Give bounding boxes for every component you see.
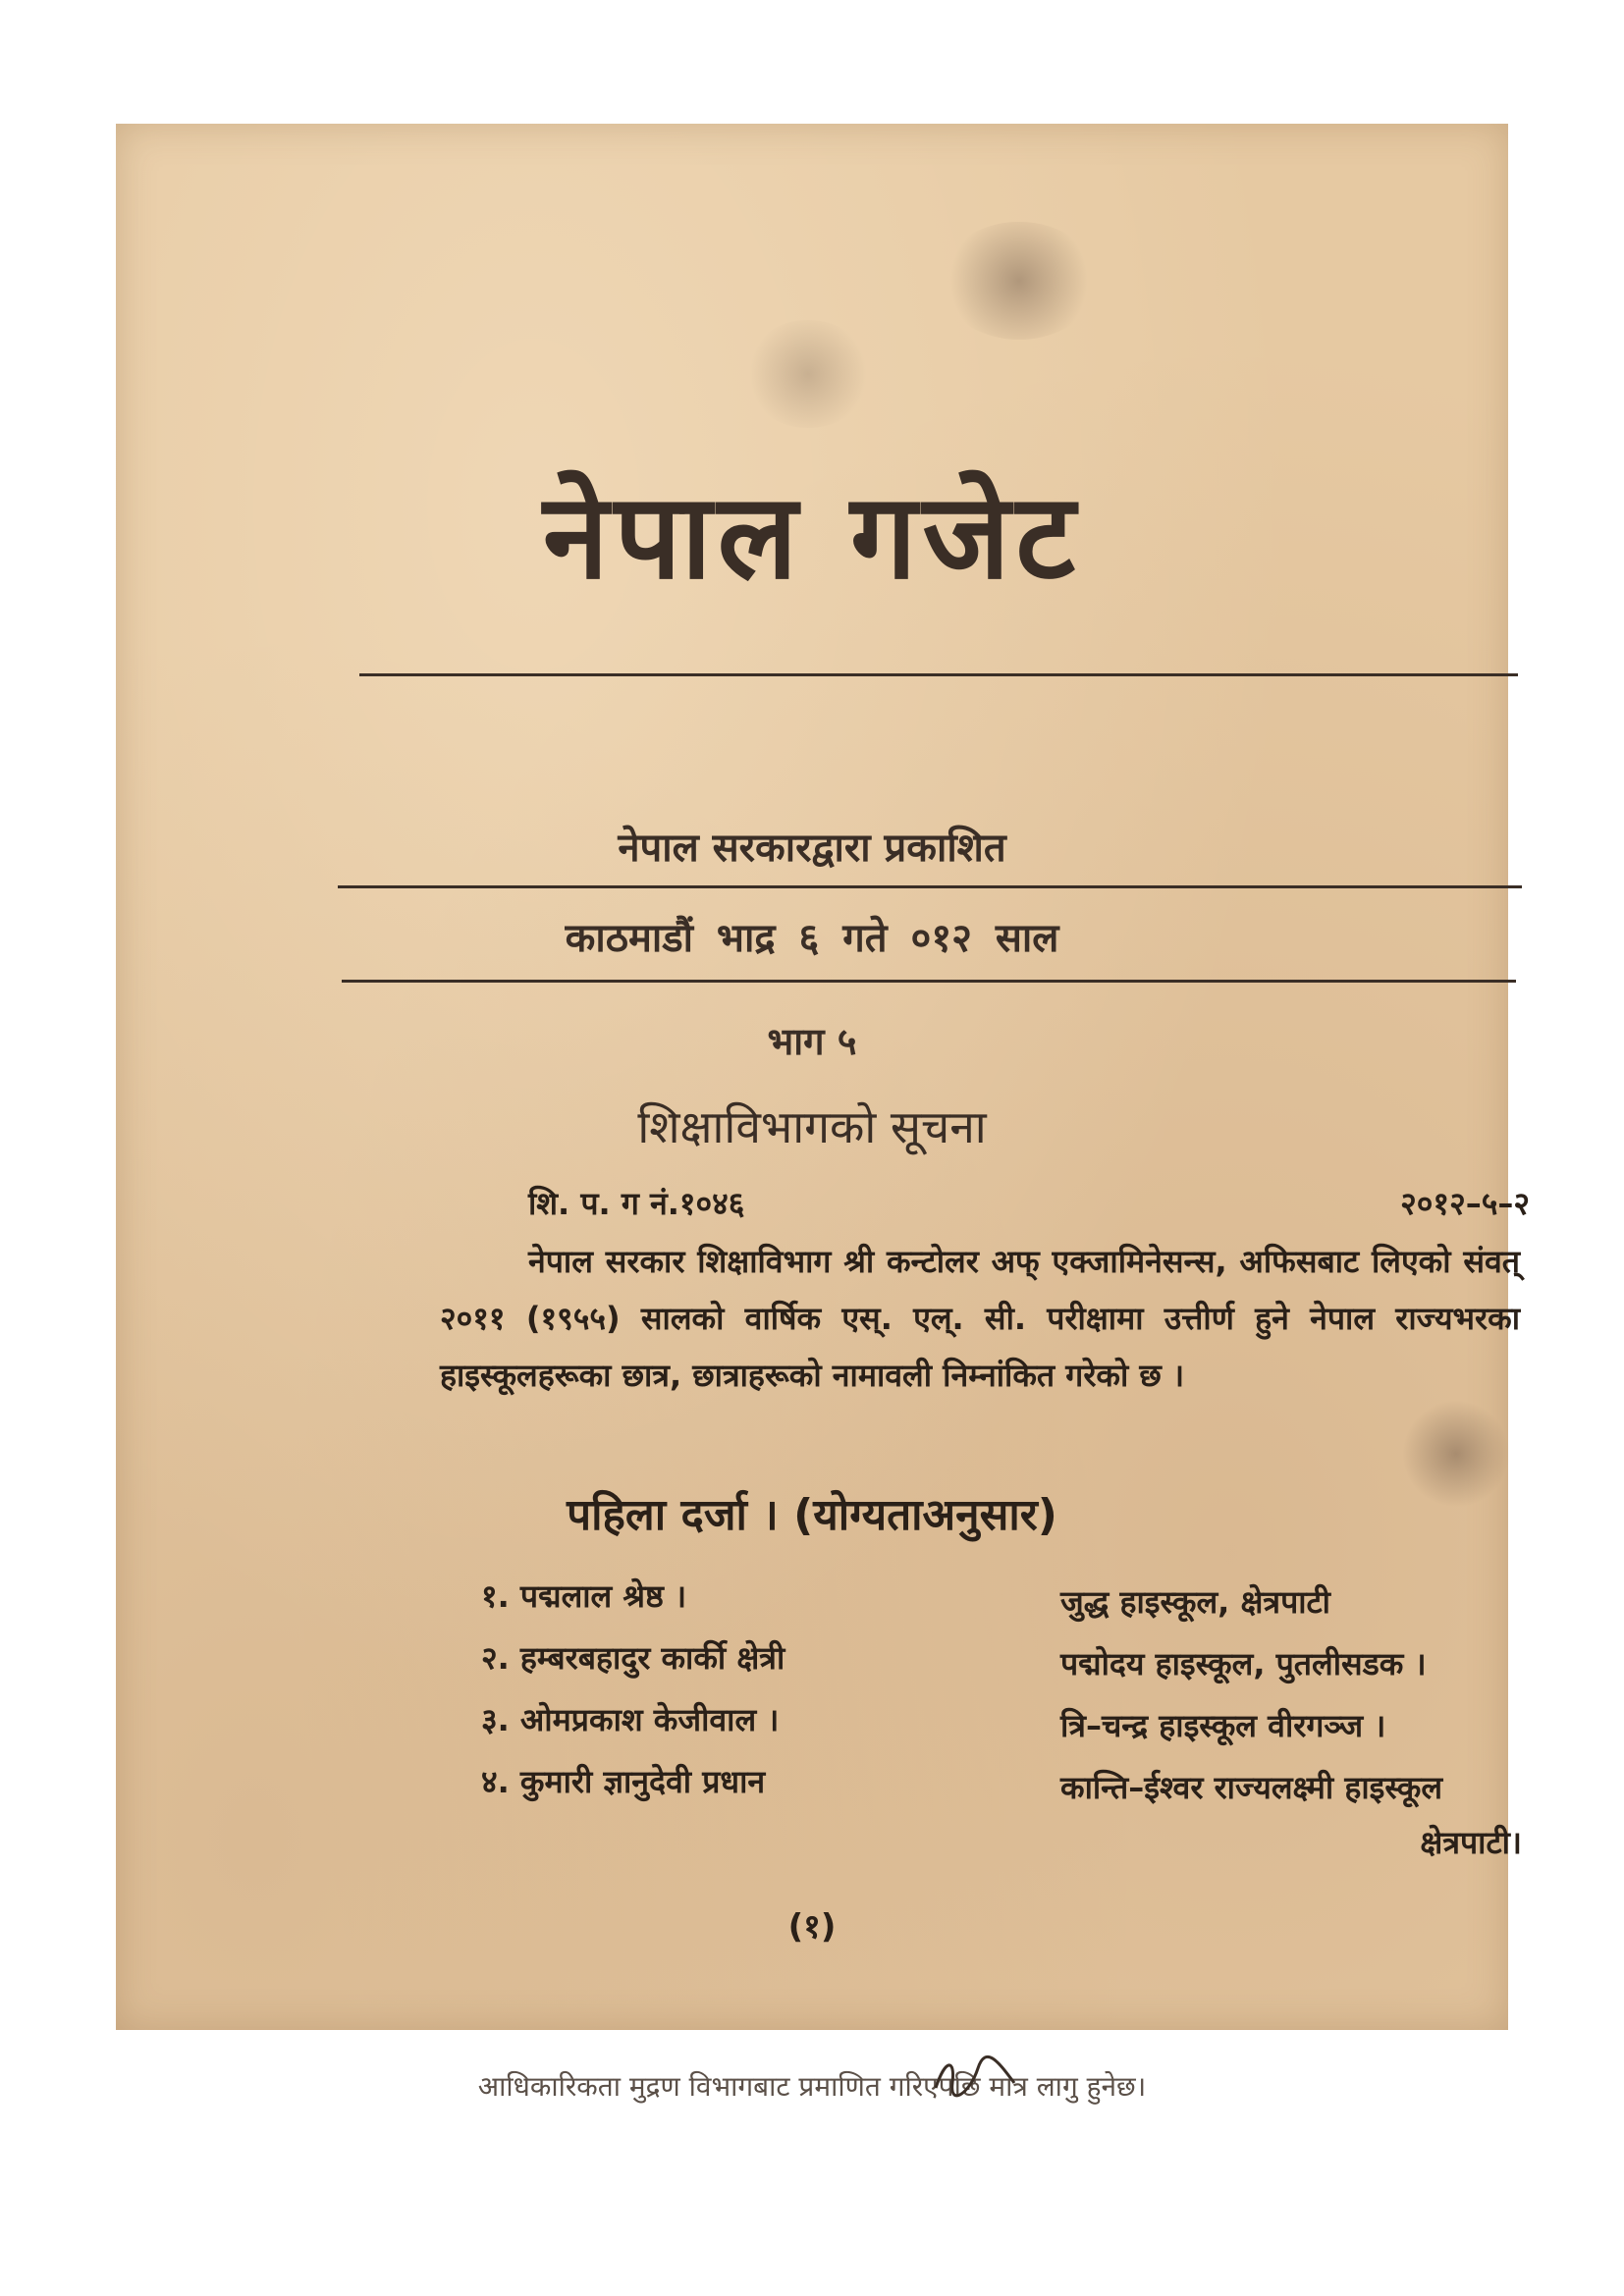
list-item xyxy=(481,1698,1530,1760)
page-number: (१) xyxy=(787,1907,837,1947)
school-name: जुद्ध हाइस्कूल, क्षेत्रपाटी xyxy=(1060,1583,1330,1621)
dateline: काठमाडौं भाद्र ६ गते ०१२ साल xyxy=(565,916,1059,961)
rule-top xyxy=(359,673,1518,676)
school-name-line: कान्ति–ईश्वर राज्यलक्ष्मी हाइस्कूल xyxy=(1060,1769,1443,1806)
student-name: ३. ओमप्रकाश केजीवाल । xyxy=(481,1701,780,1738)
school-name: पद्मोदय हाइस्कूल, पुतलीसडक । xyxy=(1060,1645,1427,1682)
signature-mark xyxy=(931,2054,1019,2103)
notice-title: शिक्षाविभागको सूचना xyxy=(637,1100,987,1153)
rule-bottom xyxy=(342,980,1516,983)
student-name: २. हम्बरबहादुर कार्की क्षेत्री xyxy=(481,1639,785,1677)
publisher-line: नेपाल सरकारद्वारा प्रकाशित xyxy=(618,826,1006,871)
footer-note: आधिकारिकता मुद्रण विभागबाट प्रमाणित गरिएपछि मात्र लागु हुनेछ। xyxy=(477,2070,1147,2103)
list-item xyxy=(481,1575,1530,1636)
school-name-continuation: क्षेत्रपाटी। xyxy=(1420,1824,1522,1861)
student-name: ४. कुमारी ज्ञानुदेवी प्रधान xyxy=(481,1763,766,1800)
notice-body: नेपाल सरकार शिक्षाविभाग श्री कन्टोलर अफ् एक्जामिनेसन्स, अफिसबाट लिएको संवत् २०११ (१९५५) सालको वार्षिक एस्. एल्. सी. परीक्षामा उत्तीर्ण हुने नेपाल राज्यभरका हाइस्कूलहरूका छात्र, छात्राहरूको नामावली निम्नांकित गरेको छ । xyxy=(440,1243,1520,1394)
list-item xyxy=(481,1636,1530,1698)
school-name xyxy=(1060,1760,1532,1870)
list-item xyxy=(481,1760,1530,1868)
fingerprint-smudge xyxy=(744,320,872,428)
gazette-page xyxy=(116,124,1530,2103)
reference-date: २०१२–५–२ xyxy=(1400,1185,1530,1222)
masthead-title: नेपाल गजेट xyxy=(542,469,1082,606)
fingerprint-smudge xyxy=(941,222,1098,340)
reference-number: शि. प. ग नं.१०४६ xyxy=(528,1185,745,1222)
results-list xyxy=(481,1575,1530,1868)
part-label: भाग ५ xyxy=(767,1020,857,1063)
student-name: १. पद्मलाल श्रेष्ठ । xyxy=(481,1577,687,1615)
section-heading: पहिला दर्जा । (योग्यताअनुसार) xyxy=(567,1490,1057,1540)
rule-middle xyxy=(338,885,1522,888)
school-name: त्रि–चन्द्र हाइस्कूल वीरगञ्ज । xyxy=(1060,1707,1386,1744)
